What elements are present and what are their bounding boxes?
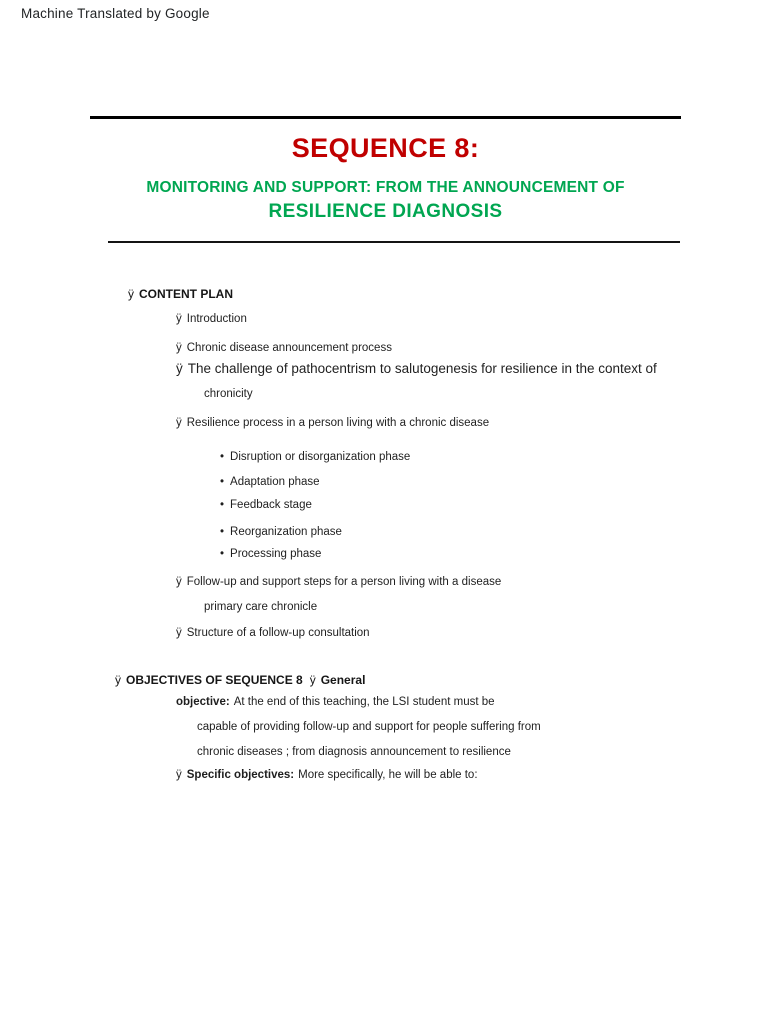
phase-item-adaptation: [220, 475, 320, 489]
plan-item-challenge: [176, 362, 657, 376]
plan-item-label: Resilience process in a person living with a chronic disease: [186, 417, 490, 429]
general-objective-text: At the end of this teaching, the LSI student must be: [233, 696, 495, 708]
wingdings-bullet-icon: ÿ: [128, 287, 134, 301]
plan-item-label: primary care chronicle: [204, 601, 318, 613]
wingdings-bullet-icon: ÿ: [176, 769, 182, 781]
general-objective-text: chronic diseases ; from diagnosis announcement to resilience: [197, 746, 511, 758]
objectives-general-heading-label: General: [320, 673, 366, 687]
plan-item-label: Chronic disease announcement process: [186, 342, 392, 354]
plan-item-label: Follow-up and support steps for a person living with a disease: [186, 576, 502, 588]
specific-objectives-label: Specific objectives:: [186, 769, 295, 781]
plan-item-label: Introduction: [186, 313, 247, 325]
phase-item-label: Adaptation phase: [230, 476, 320, 488]
dot-bullet-icon: •: [220, 499, 225, 511]
plan-item-followup: [176, 575, 501, 589]
plan-item-challenge-continuation: [204, 387, 253, 401]
general-objective-line3: [197, 745, 511, 759]
wingdings-bullet-icon: ÿ: [176, 627, 182, 639]
title-top-rule: [90, 116, 681, 119]
plan-item-introduction: [176, 312, 247, 326]
dot-bullet-icon: •: [220, 548, 225, 560]
specific-objectives-line: [176, 768, 478, 782]
phase-item-reorganization: [220, 525, 342, 539]
wingdings-bullet-icon: ÿ: [115, 673, 121, 687]
wingdings-bullet-icon: ÿ: [176, 576, 182, 588]
wingdings-bullet-icon: ÿ: [176, 342, 182, 354]
subtitle-line2: RESILIENCE DIAGNOSIS: [268, 201, 503, 222]
phase-item-feedback: [220, 498, 312, 512]
phase-item-disruption: [220, 450, 410, 464]
dot-bullet-icon: •: [220, 451, 225, 463]
plan-item-followup-continuation: [204, 600, 317, 614]
wingdings-bullet-icon: ÿ: [176, 417, 182, 429]
sequence-title: SEQUENCE 8:: [291, 133, 480, 163]
dot-bullet-icon: •: [220, 526, 225, 538]
phase-item-label: Disruption or disorganization phase: [230, 451, 411, 463]
wingdings-bullet-icon: ÿ: [309, 673, 316, 687]
general-objective-text: capable of providing follow-up and support for people suffering from: [197, 721, 541, 733]
plan-item-label: The challenge of pathocentrism to salutogenesis for resilience in the context of: [187, 361, 657, 376]
wingdings-bullet-icon: ÿ: [176, 313, 182, 325]
phase-item-label: Feedback stage: [230, 499, 312, 511]
subtitle-line1: MONITORING AND SUPPORT: FROM THE ANNOUNCEMENT OF: [146, 179, 625, 196]
phase-item-label: Processing phase: [230, 548, 322, 560]
general-objective-label: objective:: [176, 696, 230, 708]
plan-item-announcement: [176, 341, 392, 355]
objectives-heading: [115, 673, 365, 687]
wingdings-bullet-icon: ÿ: [176, 361, 183, 376]
plan-item-label: Structure of a follow-up consultation: [186, 627, 370, 639]
plan-item-structure: [176, 626, 370, 640]
general-objective-line2: [197, 720, 541, 734]
plan-item-resilience-process: [176, 416, 489, 430]
phase-item-processing: [220, 547, 321, 561]
plan-item-label: chronicity: [204, 388, 253, 400]
objectives-heading-label: OBJECTIVES OF SEQUENCE 8: [126, 673, 303, 687]
general-objective-line1: [176, 695, 495, 709]
title-bottom-rule: [108, 241, 680, 243]
dot-bullet-icon: •: [220, 476, 225, 488]
phase-item-label: Reorganization phase: [230, 526, 342, 538]
machine-translated-watermark: Machine Translated by Google: [21, 6, 210, 21]
content-plan-heading-label: CONTENT PLAN: [139, 287, 233, 301]
content-plan-heading: [128, 287, 233, 301]
specific-objectives-text: More specifically, he will be able to:: [298, 769, 478, 781]
